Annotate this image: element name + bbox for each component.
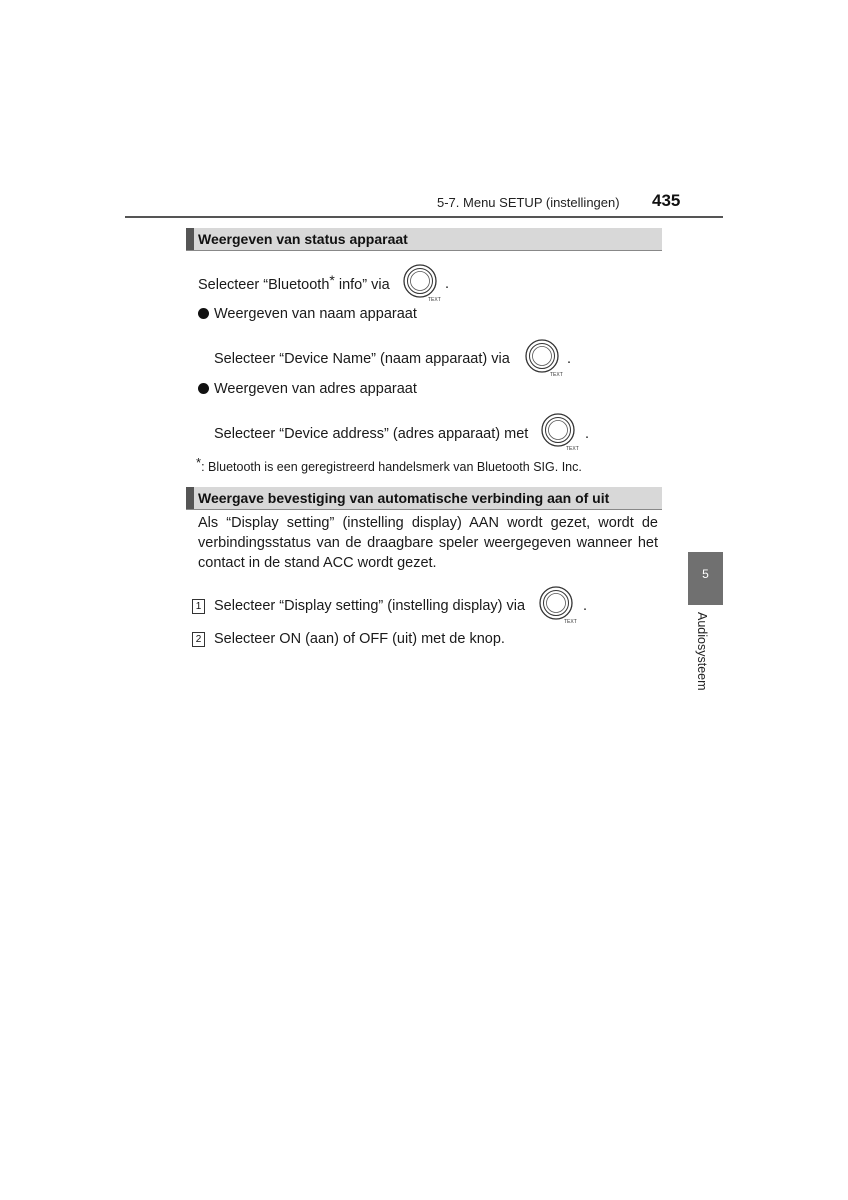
step-number: 2 bbox=[192, 632, 205, 647]
tune-knob-icon bbox=[538, 584, 578, 624]
bullet-dot bbox=[198, 383, 209, 394]
step-1-text: Selecteer “Display setting” (instelling display) via bbox=[214, 598, 526, 614]
bullet-device-address bbox=[198, 381, 417, 397]
page-number: 435 bbox=[652, 191, 681, 210]
heading-device-status-text: Weergeven van status apparaat bbox=[198, 231, 408, 247]
step-1-end: . bbox=[583, 598, 588, 614]
tune-knob-icon bbox=[402, 262, 442, 302]
heading-device-status bbox=[186, 228, 662, 251]
intro-text-before: Selecteer “Bluetooth bbox=[198, 277, 330, 293]
bullet-device-name bbox=[198, 306, 417, 322]
intro-end: . bbox=[445, 276, 450, 292]
device-name-instruction: Selecteer “Device Name” (naam apparaat) via bbox=[214, 351, 510, 367]
header-divider bbox=[125, 216, 723, 218]
knob-label: TEXT bbox=[564, 619, 577, 624]
intro-text-after: info” via bbox=[334, 277, 390, 293]
step-number: 1 bbox=[192, 599, 205, 614]
heading-accent bbox=[186, 228, 194, 250]
heading-auto-connect-text: Weergave bevestiging van automatische verbinding aan of uit bbox=[198, 490, 610, 506]
chapter-tab bbox=[688, 552, 723, 605]
chapter-label: Audiosysteem bbox=[695, 612, 709, 691]
bullet-device-address-text: Weergeven van adres apparaat bbox=[214, 381, 417, 397]
device-address-end: . bbox=[585, 426, 590, 442]
footnote-text: : Bluetooth is een geregistreerd handelsmerk van Bluetooth SIG. Inc. bbox=[201, 460, 582, 474]
tune-knob-icon bbox=[540, 411, 580, 451]
device-address-instruction: Selecteer “Device address” (adres apparaat) met bbox=[214, 426, 529, 442]
chapter-number: 5 bbox=[702, 567, 709, 581]
intro-instruction bbox=[198, 272, 390, 293]
knob-label: TEXT bbox=[566, 446, 579, 451]
knob-label: TEXT bbox=[550, 372, 563, 377]
knob-label: TEXT bbox=[428, 297, 441, 302]
footnote-star: * bbox=[196, 455, 202, 470]
tune-knob-icon bbox=[524, 337, 564, 377]
section-title: 5-7. Menu SETUP (instellingen) bbox=[437, 195, 620, 210]
bullet-device-name-text: Weergeven van naam apparaat bbox=[214, 306, 417, 322]
heading-auto-connect bbox=[186, 487, 662, 510]
footnote-marker: * bbox=[329, 272, 335, 288]
footnote bbox=[196, 455, 582, 474]
heading-accent bbox=[186, 487, 194, 509]
bullet-dot bbox=[198, 308, 209, 319]
auto-connect-description: Als “Display setting” (instelling display) AAN wordt gezet, wordt de verbindingsstatus van de draagbare speler weergegeven wanneer het contact in de stand ACC wordt gezet. bbox=[198, 515, 658, 571]
step-2-text: Selecteer ON (aan) of OFF (uit) met de knop. bbox=[214, 631, 505, 647]
device-name-end: . bbox=[567, 351, 572, 367]
